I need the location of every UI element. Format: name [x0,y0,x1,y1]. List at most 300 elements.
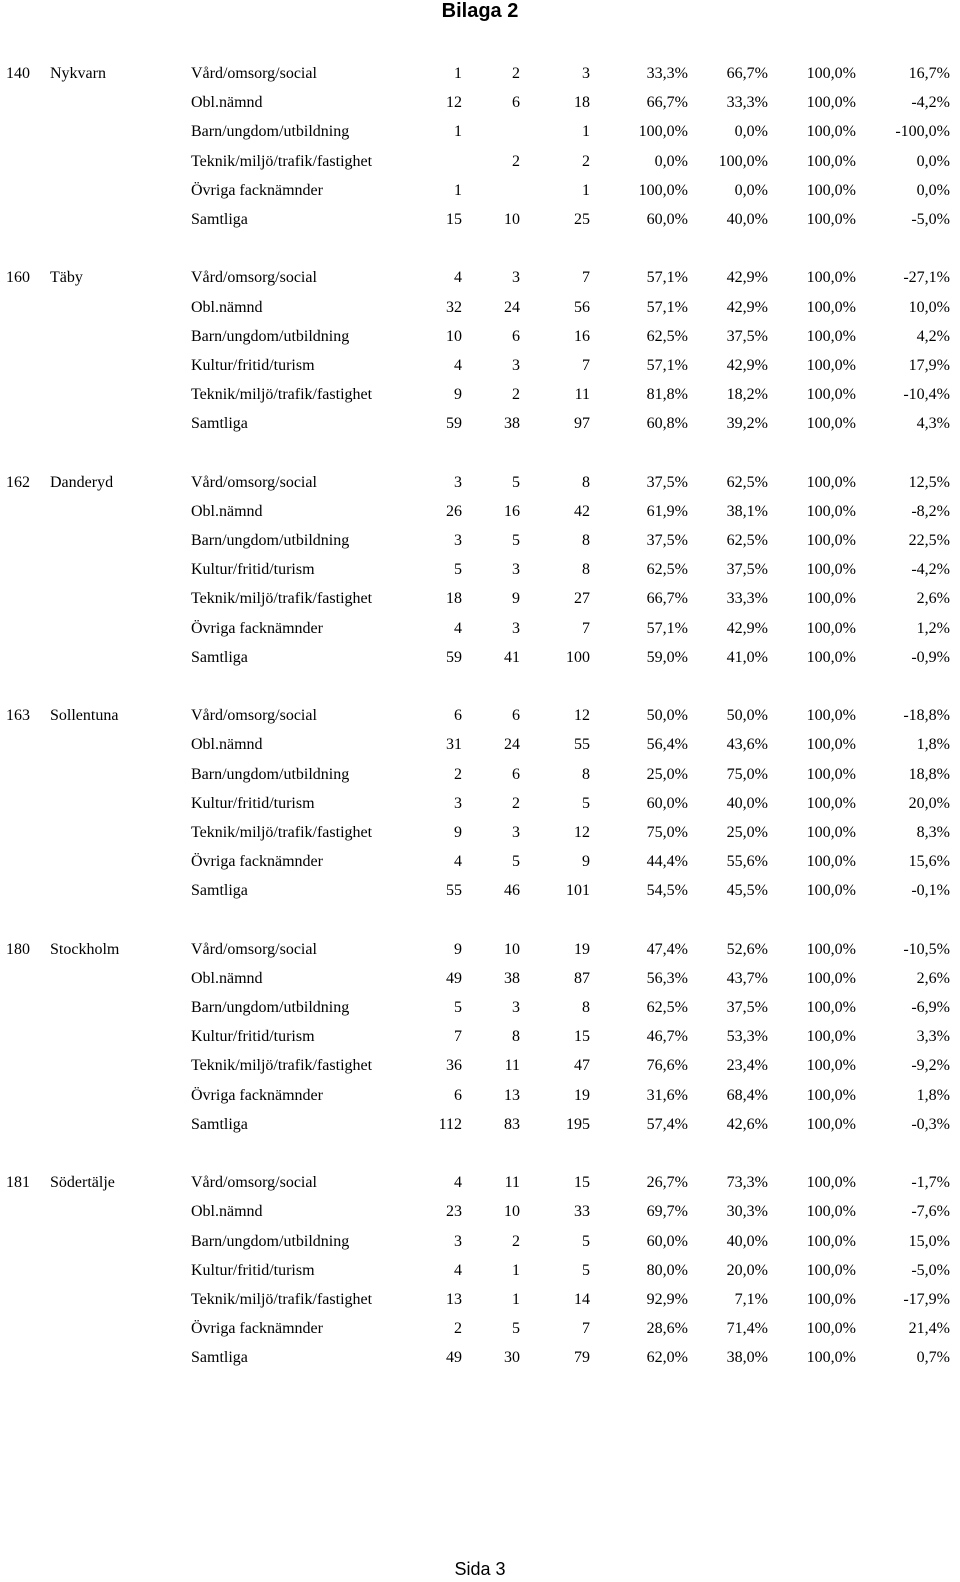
table-row [0,294,960,323]
total-cell: 16 [574,327,590,345]
count-a-cell: 9 [454,940,462,958]
percent-a-cell: 62,5% [646,999,688,1016]
percent-total-cell: 100,0% [806,561,856,579]
count-a-cell: 59 [446,415,462,433]
percent-b-cell: 71,4% [726,1320,768,1338]
municipality-code: 180 [6,940,30,958]
change-cell: -5,0% [911,1261,950,1279]
count-a-cell: 3 [454,1232,462,1250]
table-row [0,60,960,89]
percent-b-cell: 75,0% [726,765,768,783]
percent-a-cell: 62,0% [646,1349,688,1367]
municipality-code: 181 [6,1174,30,1192]
change-cell: -6,9% [911,999,950,1016]
count-a-cell: 1 [454,65,462,82]
percent-b-cell: 53,3% [726,1028,768,1046]
count-a-cell: 15 [446,210,462,228]
count-b-cell: 3 [512,619,520,637]
table-row [0,819,960,848]
change-cell: -5,0% [911,210,950,228]
percent-total-cell: 100,0% [806,181,856,199]
category-cell: Kultur/fritid/turism [191,794,315,812]
percent-b-cell: 42,9% [726,269,768,287]
change-cell: -17,9% [903,1290,950,1308]
category-cell: Övriga facknämnder [191,1320,323,1338]
percent-total-cell: 100,0% [806,210,856,228]
count-a-cell: 4 [454,619,462,637]
percent-a-cell: 66,7% [646,94,688,112]
percent-b-cell: 42,6% [726,1115,768,1133]
percent-a-cell: 0,0% [654,152,688,170]
total-cell: 42 [574,502,590,520]
percent-total-cell: 100,0% [806,1261,856,1279]
count-b-cell: 2 [512,65,520,82]
municipality-group [0,936,960,1140]
total-cell: 5 [582,1261,590,1279]
category-cell: Teknik/miljö/trafik/fastighet [191,386,373,404]
total-cell: 7 [582,356,590,374]
count-a-cell: 26 [446,502,462,520]
count-a-cell: 4 [454,269,462,287]
total-cell: 7 [582,619,590,637]
table-row [0,177,960,206]
percent-total-cell: 100,0% [806,823,856,841]
table-row [0,1344,960,1373]
category-cell: Obl.nämnd [191,736,263,754]
percent-a-cell: 60,0% [646,794,688,812]
total-cell: 56 [574,298,590,316]
percent-b-cell: 40,0% [726,210,768,228]
category-cell: Barn/ungdom/utbildning [191,327,350,345]
total-cell: 2 [582,152,590,170]
percent-total-cell: 100,0% [806,65,856,82]
count-b-cell: 41 [504,648,520,666]
table-row [0,352,960,381]
percent-a-cell: 37,5% [646,532,688,549]
change-cell: 4,2% [916,327,950,345]
percent-total-cell: 100,0% [806,590,856,608]
count-a-cell: 36 [446,1057,462,1075]
count-a-cell: 9 [454,386,462,404]
total-cell: 19 [574,1086,590,1104]
category-cell: Samtliga [191,648,248,666]
percent-total-cell: 100,0% [806,736,856,754]
table-row [0,498,960,527]
percent-b-cell: 55,6% [726,853,768,871]
total-cell: 1 [582,181,590,199]
percent-a-cell: 60,8% [646,415,688,433]
municipality-table [0,60,960,1373]
percent-a-cell: 69,7% [646,1203,688,1221]
percent-a-cell: 62,5% [646,327,688,345]
count-b-cell: 24 [504,736,520,754]
count-a-cell: 9 [454,823,462,841]
change-cell: 15,0% [908,1232,950,1250]
percent-total-cell: 100,0% [806,123,856,141]
change-cell: 0,0% [916,152,950,170]
count-a-cell: 4 [454,1261,462,1279]
table-row [0,1228,960,1257]
total-cell: 8 [582,765,590,783]
percent-total-cell: 100,0% [806,707,856,725]
category-cell: Övriga facknämnder [191,853,323,871]
change-cell: 1,2% [916,619,950,637]
total-cell: 101 [566,882,590,900]
percent-total-cell: 100,0% [806,473,856,491]
table-row [0,89,960,118]
percent-total-cell: 100,0% [806,1320,856,1338]
table-row [0,936,960,965]
percent-b-cell: 0,0% [734,181,768,199]
percent-total-cell: 100,0% [806,882,856,900]
total-cell: 8 [582,561,590,579]
percent-b-cell: 38,1% [726,502,768,520]
percent-total-cell: 100,0% [806,532,856,549]
percent-total-cell: 100,0% [806,356,856,374]
count-b-cell: 5 [512,1320,520,1338]
table-row [0,848,960,877]
table-row [0,381,960,410]
total-cell: 1 [582,123,590,141]
table-row [0,790,960,819]
table-row [0,965,960,994]
percent-b-cell: 7,1% [734,1290,768,1308]
count-a-cell: 59 [446,648,462,666]
total-cell: 47 [574,1057,590,1075]
percent-total-cell: 100,0% [806,327,856,345]
percent-total-cell: 100,0% [806,1028,856,1046]
total-cell: 27 [574,590,590,608]
total-cell: 25 [574,210,590,228]
table-row [0,1111,960,1140]
count-b-cell: 2 [512,152,520,170]
count-b-cell: 46 [504,882,520,900]
change-cell: 21,4% [908,1320,950,1338]
total-cell: 100 [566,648,590,666]
change-cell: 1,8% [916,736,950,754]
count-a-cell: 31 [446,736,462,754]
municipality-name: Danderyd [50,473,114,491]
percent-a-cell: 46,7% [646,1028,688,1046]
count-a-cell: 18 [446,590,462,608]
percent-total-cell: 100,0% [806,502,856,520]
total-cell: 9 [582,853,590,871]
total-cell: 195 [566,1115,590,1133]
percent-b-cell: 40,0% [726,794,768,812]
total-cell: 7 [582,269,590,287]
total-cell: 12 [574,707,590,725]
change-cell: -4,2% [911,94,950,112]
total-cell: 14 [574,1290,590,1308]
category-cell: Vård/omsorg/social [191,269,317,287]
total-cell: 3 [582,65,590,82]
table-row [0,148,960,177]
change-cell: -7,6% [911,1203,950,1221]
category-cell: Barn/ungdom/utbildning [191,765,350,783]
percent-b-cell: 62,5% [726,532,768,549]
table-row [0,323,960,352]
count-a-cell: 4 [454,356,462,374]
percent-b-cell: 38,0% [726,1349,768,1367]
category-cell: Obl.nämnd [191,502,263,520]
percent-total-cell: 100,0% [806,1349,856,1367]
percent-b-cell: 42,9% [726,298,768,316]
category-cell: Teknik/miljö/trafik/fastighet [191,1290,373,1308]
total-cell: 18 [574,94,590,112]
count-b-cell: 6 [512,707,520,725]
count-b-cell: 3 [512,269,520,287]
percent-total-cell: 100,0% [806,648,856,666]
municipality-code: 162 [6,473,30,491]
percent-total-cell: 100,0% [806,999,856,1016]
count-a-cell: 12 [446,94,462,112]
category-cell: Obl.nämnd [191,94,263,112]
table-row [0,1023,960,1052]
total-cell: 5 [582,794,590,812]
percent-b-cell: 33,3% [726,590,768,608]
change-cell: 16,7% [908,65,950,82]
percent-a-cell: 57,1% [646,298,688,316]
category-cell: Samtliga [191,882,248,900]
percent-a-cell: 56,4% [646,736,688,754]
count-b-cell: 2 [512,794,520,812]
table-row [0,585,960,614]
change-cell: -9,2% [911,1057,950,1075]
count-a-cell: 2 [454,765,462,783]
table-row [0,410,960,439]
count-b-cell: 2 [512,386,520,404]
percent-a-cell: 66,7% [646,590,688,608]
change-cell: -100,0% [895,123,950,141]
percent-total-cell: 100,0% [806,386,856,404]
count-b-cell: 30 [504,1349,520,1367]
count-a-cell: 32 [446,298,462,316]
percent-total-cell: 100,0% [806,969,856,987]
count-b-cell: 3 [512,999,520,1016]
category-cell: Teknik/miljö/trafik/fastighet [191,1057,373,1075]
count-b-cell: 16 [504,502,520,520]
count-b-cell: 5 [512,532,520,549]
change-cell: 20,0% [908,794,950,812]
count-b-cell: 6 [512,765,520,783]
count-b-cell: 38 [504,969,520,987]
municipality-code: 140 [6,65,30,82]
table-row [0,1169,960,1198]
percent-b-cell: 42,9% [726,619,768,637]
table-row [0,761,960,790]
percent-total-cell: 100,0% [806,269,856,287]
table-row [0,527,960,556]
municipality-name: Stockholm [50,940,120,958]
percent-b-cell: 18,2% [726,386,768,404]
count-b-cell: 6 [512,327,520,345]
change-cell: 12,5% [908,473,950,491]
count-b-cell: 83 [504,1115,520,1133]
table-row [0,1286,960,1315]
change-cell: -0,3% [911,1115,950,1133]
count-a-cell: 2 [454,1320,462,1338]
municipality-group [0,1169,960,1373]
count-b-cell: 10 [504,210,520,228]
count-b-cell: 1 [512,1290,520,1308]
change-cell: 1,8% [916,1086,950,1104]
change-cell: -1,7% [911,1174,950,1192]
municipality-code: 160 [6,269,30,287]
count-b-cell: 10 [504,1203,520,1221]
change-cell: 10,0% [908,298,950,316]
count-a-cell: 23 [446,1203,462,1221]
percent-b-cell: 37,5% [726,561,768,579]
percent-b-cell: 45,5% [726,882,768,900]
category-cell: Barn/ungdom/utbildning [191,999,350,1016]
total-cell: 19 [574,940,590,958]
change-cell: -0,1% [911,882,950,900]
total-cell: 97 [574,415,590,433]
change-cell: 17,9% [908,356,950,374]
percent-total-cell: 100,0% [806,298,856,316]
percent-a-cell: 60,0% [646,1232,688,1250]
total-cell: 79 [574,1349,590,1367]
table-row [0,994,960,1023]
percent-a-cell: 57,1% [646,619,688,637]
count-a-cell: 1 [454,123,462,141]
change-cell: -18,8% [903,707,950,725]
percent-b-cell: 73,3% [726,1174,768,1192]
percent-a-cell: 100,0% [638,123,688,141]
count-b-cell: 10 [504,940,520,958]
total-cell: 8 [582,999,590,1016]
percent-b-cell: 20,0% [726,1261,768,1279]
count-b-cell: 24 [504,298,520,316]
page-footer-number: Sida 3 [454,1559,506,1579]
count-b-cell: 3 [512,561,520,579]
percent-a-cell: 56,3% [646,969,688,987]
category-cell: Vård/omsorg/social [191,1174,317,1192]
percent-a-cell: 81,8% [646,386,688,404]
count-b-cell: 13 [504,1086,520,1104]
percent-b-cell: 50,0% [726,707,768,725]
percent-b-cell: 43,6% [726,736,768,754]
percent-a-cell: 47,4% [646,940,688,958]
count-a-cell: 7 [454,1028,462,1046]
municipality-name: Sollentuna [50,707,119,725]
table-row [0,731,960,760]
count-b-cell: 3 [512,356,520,374]
category-cell: Obl.nämnd [191,1203,263,1221]
page-header-title: Bilaga 2 [441,0,519,22]
table-row [0,118,960,147]
percent-a-cell: 33,3% [646,65,688,82]
percent-total-cell: 100,0% [806,1086,856,1104]
total-cell: 15 [574,1174,590,1192]
count-b-cell: 11 [504,1057,520,1075]
municipality-name: Nykvarn [50,65,106,82]
category-cell: Obl.nämnd [191,969,263,987]
percent-a-cell: 80,0% [646,1261,688,1279]
municipality-group [0,702,960,906]
count-b-cell: 3 [512,823,520,841]
percent-total-cell: 100,0% [806,152,856,170]
percent-total-cell: 100,0% [806,1203,856,1221]
percent-total-cell: 100,0% [806,1057,856,1075]
change-cell: 0,0% [916,181,950,199]
count-a-cell: 3 [454,473,462,491]
table-row [0,615,960,644]
category-cell: Övriga facknämnder [191,619,323,637]
table-row [0,877,960,906]
percent-a-cell: 54,5% [646,882,688,900]
total-cell: 55 [574,736,590,754]
category-cell: Vård/omsorg/social [191,65,317,82]
count-b-cell: 5 [512,853,520,871]
percent-b-cell: 43,7% [726,969,768,987]
category-cell: Samtliga [191,415,248,433]
category-cell: Samtliga [191,1349,248,1367]
change-cell: 2,6% [916,969,950,987]
change-cell: -27,1% [903,269,950,287]
count-b-cell: 2 [512,1232,520,1250]
municipality-group [0,264,960,439]
category-cell: Samtliga [191,210,248,228]
percent-b-cell: 37,5% [726,327,768,345]
percent-a-cell: 60,0% [646,210,688,228]
percent-b-cell: 100,0% [718,152,768,170]
count-a-cell: 5 [454,561,462,579]
percent-b-cell: 39,2% [726,415,768,433]
percent-total-cell: 100,0% [806,1290,856,1308]
table-row [0,1315,960,1344]
table-row [0,469,960,498]
change-cell: 2,6% [916,590,950,608]
count-a-cell: 6 [454,1086,462,1104]
category-cell: Kultur/fritid/turism [191,356,315,374]
percent-b-cell: 42,9% [726,356,768,374]
percent-total-cell: 100,0% [806,1174,856,1192]
percent-total-cell: 100,0% [806,415,856,433]
percent-b-cell: 0,0% [734,123,768,141]
count-b-cell: 11 [504,1174,520,1192]
percent-a-cell: 100,0% [638,181,688,199]
percent-total-cell: 100,0% [806,94,856,112]
change-cell: -10,4% [903,386,950,404]
percent-b-cell: 37,5% [726,999,768,1016]
percent-a-cell: 50,0% [646,707,688,725]
change-cell: 18,8% [908,765,950,783]
count-a-cell: 49 [446,969,462,987]
change-cell: 0,7% [916,1349,950,1367]
municipality-name: Täby [50,269,83,287]
municipality-group [0,60,960,235]
percent-b-cell: 33,3% [726,94,768,112]
table-row [0,644,960,673]
percent-b-cell: 52,6% [726,940,768,958]
count-b-cell: 1 [512,1261,520,1279]
percent-b-cell: 40,0% [726,1232,768,1250]
category-cell: Övriga facknämnder [191,181,323,199]
category-cell: Vård/omsorg/social [191,707,317,725]
percent-b-cell: 62,5% [726,473,768,491]
count-b-cell: 6 [512,94,520,112]
change-cell: 8,3% [916,823,950,841]
count-b-cell: 5 [512,473,520,491]
count-b-cell: 9 [512,590,520,608]
change-cell: -10,5% [903,940,950,958]
category-cell: Barn/ungdom/utbildning [191,532,350,549]
percent-a-cell: 31,6% [646,1086,688,1104]
percent-b-cell: 23,4% [726,1057,768,1075]
total-cell: 15 [574,1028,590,1046]
count-a-cell: 10 [446,327,462,345]
